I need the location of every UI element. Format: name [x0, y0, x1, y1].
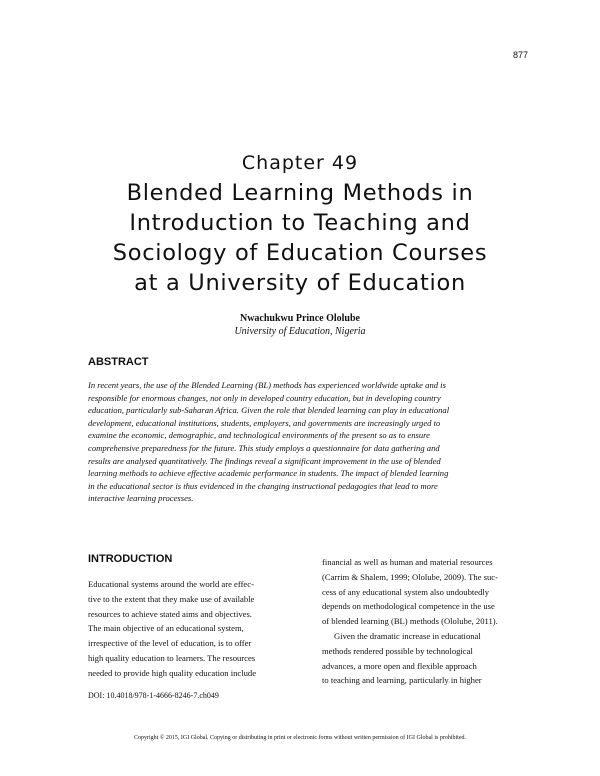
text-line: cess of any educational system also undoubtedly — [322, 586, 490, 597]
title-line: at a University of Education — [134, 270, 466, 296]
text-line: Educational systems around the world are effec- — [88, 579, 254, 589]
copyright-footer: Copyright © 2015, IGI Global. Copying or distributing in print or electronic forms without written permission of IGI Global is prohibited. — [133, 735, 466, 741]
abstract-line: examine the economic, demographic, and technological environments of the present so as to ensure — [88, 430, 430, 441]
abstract-line: In recent years, the use of the Blended Learning (BL) methods has experienced worldwide uptake and is — [88, 380, 446, 390]
abstract-body — [88, 379, 512, 505]
text-line: The main objective of an educational system, — [88, 623, 244, 634]
text-line: irrespective of the level of education, is to offer — [88, 638, 252, 649]
author-name: Nwachukwu Prince Ololube — [239, 313, 360, 324]
page-number: 877 — [512, 50, 528, 60]
abstract-line: responsible for enormous changes, not only in developed country education, but in developing country — [88, 392, 441, 403]
title-line: Introduction to Teaching and — [129, 210, 471, 236]
title-line: Blended Learning Methods in — [126, 180, 474, 206]
text-line: needed to provide high quality education include — [88, 667, 257, 678]
abstract-line: results are analysed quantitatively. The findings reveal a significant improvement in the use of blended — [88, 455, 441, 466]
text-line: (Carrim & Shalem, 1999; Ololube, 2009). The suc- — [322, 571, 498, 582]
abstract-line: education, particularly sub-Saharan Africa. Given the role that blended learning can play in educational — [88, 405, 450, 416]
text-line: advances, a more open and flexible approach — [322, 660, 477, 671]
author-affiliation: University of Education, Nigeria — [234, 326, 366, 337]
text-line: financial as well as human and material resources — [322, 557, 493, 567]
text-line: to teaching and learning, particularly in higher — [322, 675, 482, 686]
introduction-heading: INTRODUCTION — [88, 553, 173, 565]
abstract-heading: ABSTRACT — [88, 356, 149, 368]
text-line: methods rendered possible by technological — [322, 645, 473, 656]
abstract-line: interactive learning processes. — [88, 493, 194, 504]
text-line: resources to achieve stated aims and objectives. — [88, 608, 252, 619]
title-line: Sociology of Education Courses — [112, 240, 488, 266]
abstract-line: in the educational sector is thus evidenced in the changing instructional pedagogies that lead to more — [88, 480, 438, 491]
abstract-line: comprehensive preparedness for the future. This study employs a questionnaire for data gathering and — [88, 442, 440, 453]
chapter-title — [60, 178, 540, 298]
abstract-line: development, educational institutions, students, employers, and governments are increasingly urged to — [88, 417, 441, 428]
introduction-left-column — [88, 577, 300, 681]
text-line: depends on methodological competence in the use — [322, 601, 495, 612]
text-line: tive to the extent that they make use of available — [88, 593, 255, 604]
abstract-line: learning methods to achieve effective academic performance in students. The impact of blended learning — [88, 468, 449, 479]
text-line: high quality education to learners. The resources — [88, 652, 256, 663]
chapter-label: Chapter 49 — [241, 152, 359, 174]
text-line: of blended learning (BL) methods (Ololube, 2011). — [322, 616, 498, 627]
introduction-right-column — [322, 555, 512, 688]
doi: DOI: 10.4018/978-1-4666-8246-7.ch049 — [88, 691, 219, 700]
text-line: Given the dramatic increase in educational — [334, 630, 481, 641]
